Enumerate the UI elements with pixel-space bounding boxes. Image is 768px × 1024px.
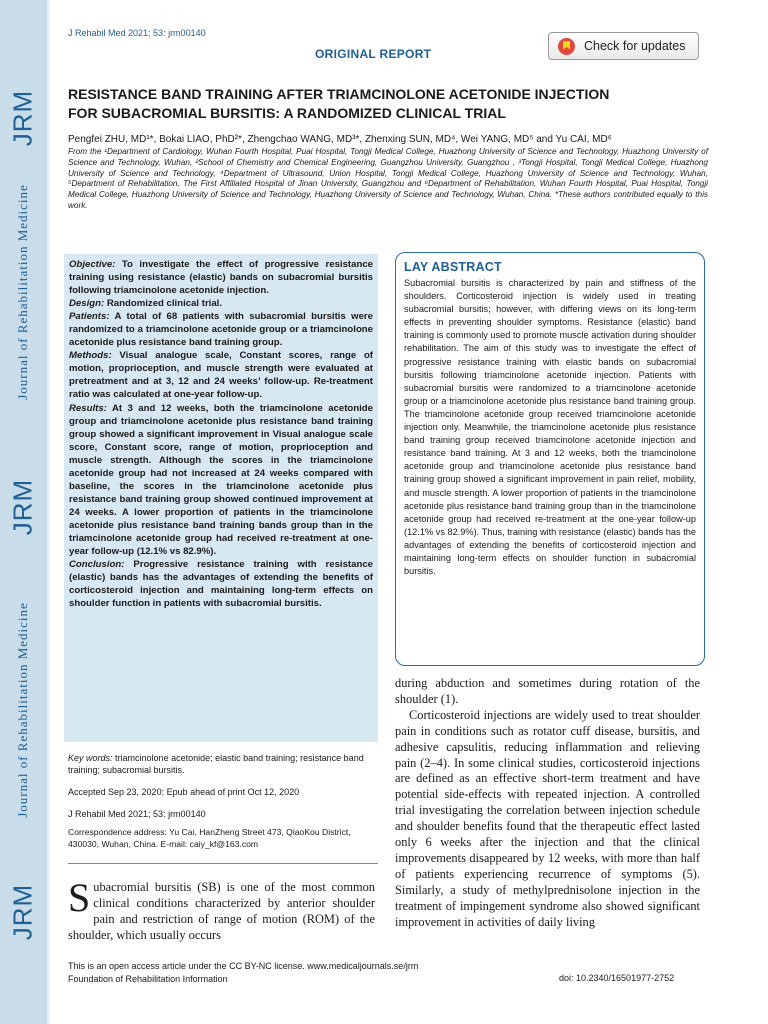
article-title [68,85,708,123]
side-jrm-label: JRM [7,89,38,147]
journal-citation: J Rehabil Med 2021; 53: jrm00140 [68,809,206,819]
abstract-conclusion [69,558,373,610]
body-paragraph: Corticosteroid injections are widely used to treat shoulder pain in conditions such as rotator cuff disease, bursitis, and adhesive capsulitis, reducing inflammation and relieving pain (2–4). In some clinical studies, corticosteroid injections are defined as an effective short-term treatment and have potential side-effects with repeated injection. A controlled trial investigating the correlation between injection schedule and shoulder benefits found that the therapeutic effect lasted only 6 weeks after the injection and that the clinical improvements disappeared by 12 weeks, with more than half of patients experiencing recurrence of symptoms (5). Similarly, a study of methylprednisolone injection in the treatment of impingement syndrome also showed significant improvement in activities of daily living [395,707,700,929]
section-label: Patients: [69,311,110,323]
section-label: Conclusion: [69,559,125,571]
author-list: Pengfei ZHU, MD¹*, Bokai LIAO, PhD²*, Zhengchao WANG, MD³*, Zhenxing SUN, MD⁴, Wei YANG, MD⁵ and Yu CAI, MD⁶ [68,134,612,145]
section-text: A total of 68 patients with subacromial bursitis were randomized to a triamcinolone acetonide group or a triamcinolone acetonide plus resistance band training group. [69,311,374,349]
report-type: ORIGINAL REPORT [315,47,432,61]
side-band-rule [47,0,50,1024]
section-text: To investigate the effect of progressive resistance training using resistance (elastic) bands on subacromial bursitis following triamcinolone acetonide injection. [69,259,373,297]
lay-abstract-box [395,252,705,666]
accepted-date: Accepted Sep 23, 2020; Epub ahead of print Oct 12, 2020 [68,787,300,797]
abstract-patients [69,310,373,349]
section-label: Objective: [69,259,116,270]
side-jrm-label: JRM [7,883,38,941]
section-label: Design: [69,298,105,310]
section-text: Visual analogue scale, Constant scores, range of motion, proprioception, and muscle strength were evaluated at pretreatment and at 3, 12 and 24 weeks’ follow-up. Re-treatment ratio was calculated at one-year follow-up. [69,350,373,401]
keywords-text: triamcinolone acetonide; elastic band training; resistance band training; subacromial bursitis. [68,753,364,775]
section-text: Randomized clinical trial. [106,298,223,310]
side-jrm-label: JRM [7,478,38,536]
body-text-column [395,676,700,931]
affiliations: From the ¹Department of Cardiology, Wuhan Fourth Hospital, Puai Hospital, Tongji Medical College, Huazhong University of Science and Technology, Huazhong University of Science and Technology, Wuhan, ²School of Chemistry and Chemical Engineering, Guangzhou University, Guangzhou , ³Tongji Hospital, Tongji Medical College, Huazhong University of Science and Technology, ⁴Department of Ultrasound, Union Hospital, Tongji Medical College, Huazhong University of Science and Technology, Wuhan, ⁵Department of Rehabilitation, The First Affiliated Hospital of Jinan University, Guangzhou and ⁶Department of Rehabilitation, Wuhan Fourth Hospital, Puai Hospital, Tongji Medical College, Huazhong University of Science and Technology, Huazhong University of Science and Technology, Wuhan, China. *These authors contributed equally to this work. [68,147,708,210]
bookmark-icon [558,38,575,55]
license-note: This is an open access article under the CC BY-NC license. www.medicaljournals.se/jrm [68,961,419,971]
publisher-name: Foundation of Rehabilitation Information [68,974,228,984]
side-journal-name: Journal of Rehabilitation Medicine [15,184,30,400]
section-label: Results: [69,402,107,414]
section-label: Methods: [69,350,112,362]
side-journal-name: Journal of Rehabilitation Medicine [15,602,30,818]
drop-cap: S [68,875,91,920]
abstract-design [69,297,373,310]
check-updates-button[interactable] [548,32,699,60]
lay-abstract-title: LAY ABSTRACT [404,260,502,274]
introduction-text: ubacromial bursitis (SB) is one of the most common clinical conditions characterized by anterior shoulder pain and restriction of range of motion (ROM) of the shoulder, which usually occurs [68,880,375,942]
abstract-methods [69,349,373,401]
article-title-line: RESISTANCE BAND TRAINING AFTER TRIAMCINOLONE ACETONIDE INJECTION [68,86,610,102]
article-title-line: FOR SUBACROMIAL BURSITIS: A RANDOMIZED CLINICAL TRIAL [68,105,506,121]
abstract-box [64,254,378,742]
section-text: At 3 and 12 weeks, both the triamcinolone acetonide group and triamcinolone acetonide plus resistance band training group showed a significant improvement in Visual analogue scale score, Constant score, range of motion, proprioception and muscle strength. Although the scores in the triamcinolone acetonide group had not increased at 24 weeks compared with baseline, the scores in the triamcinolone acetonide plus resistance band training group showed continued improvement at 24 weeks. A lower proportion of patients in the triamcinolone acetonide plus resistance band training bands group than in the triamcinolone acetonide group had received re-treatment at one-year follow-up (12.1% vs 82.9%). [69,402,373,558]
abstract-objective [69,258,373,297]
divider [68,863,378,864]
check-updates-label: Check for updates [584,39,686,53]
correspondence-address: Correspondence address: Yu Cai, HanZheng Street 473, QiaoKou District, 430030, Wuhan, China. E-mail: caiy_kf@163.com [68,827,351,849]
section-text: Progressive resistance training with resistance (elastic) bands has the advantages of extending the benefits of corticosteroid injection and maintaining long-term effects on shoulder function in patients with subacromial bursitis. [69,559,373,610]
footer-left [68,960,418,986]
lay-abstract-text: Subacromial bursitis is characterized by pain and stiffness of the shoulders. Corticosteroid injection is widely used in treating subacromial bursitis; however, with differing views on its long-term effects in preventing shoulder symptoms. Resistance (elastic) band training is commonly used to promote muscle activation during shoulder rehabilitation. The aim of this study was to investigate the effect of progressive resistance training with elastic bands on subacromial bursitis following triamcinolone acetonide injection. Patients with subacromial bursitis were randomized to a triamcinolone acetonide group or a triamcinolone acetonide plus resistance band training group. The triamcinolone acetonide group received triamcinolone acetonide injection only. Meanwhile, the triamcinolone acetonide plus resistance band training group received triamcinolone acetonide injection and resistance band training. At 3 and 12 weeks, both the triamcinolone acetonide group and triamcinolone acetonide plus resistance band training group showed a significant improvement in pain relief, mobility, and muscle strength. A lower proportion of patients in the triamcinolone acetonide plus resistance band training group than in the triamcinolone acetonide group had received re-treatment at the one-year follow-up (12.1% vs 82.9%). Thus, training with resistance (elastic) bands has the advantages of extending the benefits of corticosteroid injection and maintaining long-term effects on shoulder function in subacromial bursitis. [404,278,696,577]
abstract-results [69,402,373,559]
keywords [68,752,378,776]
doi-link[interactable]: doi: 10.2340/16501977-2752 [559,973,675,983]
introduction-paragraph [68,875,375,944]
keywords-label: Key words: [68,753,113,763]
body-paragraph: during abduction and sometimes during rotation of the shoulder (1). [395,676,700,706]
journal-citation: J Rehabil Med 2021; 53: jrm00140 [68,28,206,38]
